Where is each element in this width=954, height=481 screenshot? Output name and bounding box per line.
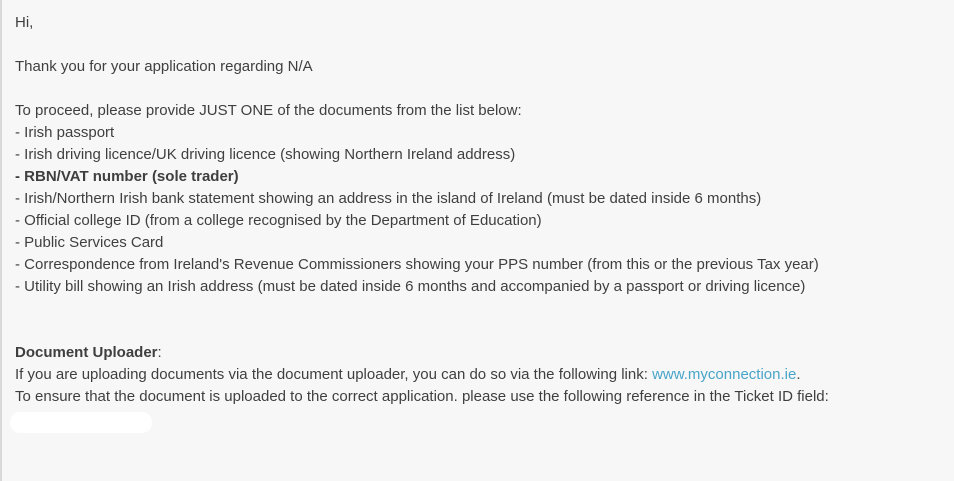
spacer (15, 78, 954, 100)
myconnection-link[interactable]: www.myconnection.ie (652, 366, 797, 383)
document-uploader-heading: Document Uploader (15, 344, 158, 361)
document-item-rbn-vat-number: - RBN/VAT number (sole trader) (15, 168, 239, 185)
document-item-utility-bill: - Utility bill showing an Irish address (must be dated inside 6 months and accompanied by a passport or driving licence) (15, 278, 806, 295)
application-intro-text: Thank you for your application regarding N/A (15, 58, 313, 75)
uploader-instructions-line (15, 364, 954, 386)
documents-list-header: To proceed, please provide JUST ONE of the documents from the list below: (15, 102, 522, 119)
document-item-bank-statement: - Irish/Northern Irish bank statement showing an address in the island of Ireland (must be dated inside 6 months) (15, 190, 762, 207)
redacted-reference (10, 412, 152, 433)
document-item-driving-licence: - Irish driving licence/UK driving licence (showing Northern Ireland address) (15, 146, 516, 163)
uploader-instructions-text: If you are uploading documents via the document uploader, you can do so via the following link: (15, 366, 653, 383)
document-item-public-services-card: - Public Services Card (15, 234, 164, 251)
document-item-college-id: - Official college ID (from a college recognised by the Department of Education) (15, 212, 542, 229)
document-uploader-heading-colon: : (157, 344, 162, 361)
spacer (15, 320, 954, 342)
uploader-instructions-period: . (796, 366, 801, 383)
ticket-reference-instructions: To ensure that the document is uploaded to the correct application. please use the following reference in the Ticket ID field: (15, 388, 829, 405)
document-item-irish-passport: - Irish passport (15, 124, 115, 141)
document-item-revenue-correspondence: - Correspondence from Ireland's Revenue Commissioners showing your PPS number (from this or the previous Tax year) (15, 256, 819, 273)
spacer (15, 298, 954, 320)
spacer (15, 34, 954, 56)
greeting-text: Hi, (15, 14, 34, 31)
reference-row (15, 408, 954, 430)
document-uploader-heading-line (15, 342, 954, 364)
